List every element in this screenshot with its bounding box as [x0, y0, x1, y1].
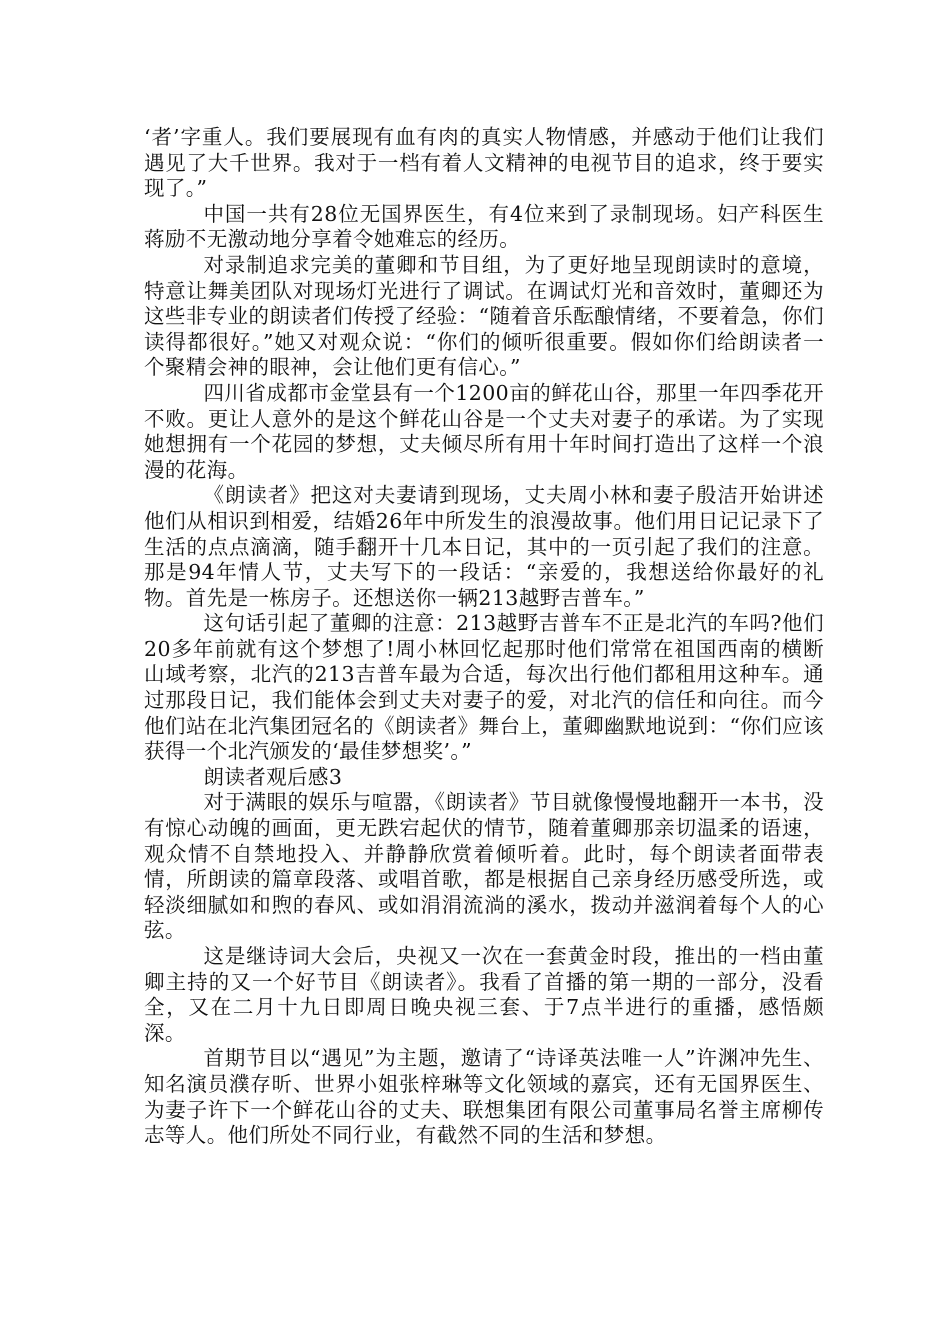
document-body [144, 125, 824, 1149]
paragraph-first-episode: 首期节目以“遇见”为主题，邀请了“诗译英法唯一人”许渊冲先生、知名演员濮存昕、世界小姐张梓琳等文化领域的嘉宾，还有无国界医生、为妻子许下一个鲜花山谷的丈夫、联想集团有限公司董事局名誉主席柳传志等人。他们所处不同行业，有截然不同的生活和梦想。 [144, 1046, 824, 1148]
paragraph-recording-setup: 对录制追求完美的董卿和节目组，为了更好地呈现朗读时的意境，特意让舞美团队对现场灯光进行了调试。在调试灯光和音效时，董卿还为这些非专业的朗读者们传授了经验：“随着音乐酝酿情绪，不要着急，你们读得都很好。”她又对观众说：“你们的倾听很重要。假如你们给朗读者一个聚精会神的眼神，会让他们更有信心。” [144, 252, 824, 380]
paragraph-flower-valley: 四川省成都市金堂县有一个1200亩的鲜花山谷，那里一年四季花开不败。更让人意外的是这个鲜花山谷是一个丈夫对妻子的承诺。为了实现她想拥有一个花园的梦想，丈夫倾尽所有用十年时间打造出了这样一个浪漫的花海。 [144, 380, 824, 482]
paragraph-couple-diary: 《朗读者》把这对夫妻请到现场，丈夫周小林和妻子殷洁开始讲述他们从相识到相爱，结婚26年中所发生的浪漫故事。他们用日记记录下了生活的点点滴滴，随手翻开十几本日记，其中的一页引起了我们的注意。那是94年情人节，丈夫写下的一段话：“亲爱的，我想送给你最好的礼物。首先是一栋房子。还想送你一辆213越野吉普车。” [144, 483, 824, 610]
section-heading: 朗读者观后感3 [203, 764, 343, 789]
paragraph-continuation: ‘者’字重人。我们要展现有血有肉的真实人物情感，并感动于他们让我们遇见了大千世界。我对于一档有着人文精神的电视节目的追求，终于要实现了。” [144, 125, 824, 201]
paragraph-jeep-dream: 这句话引起了董卿的注意：213越野吉普车不正是北汽的车吗?他们20多年前就有这个梦想了!周小林回忆起那时他们常常在祖国西南的横断山域考察，北汽的213吉普车最为合适，每次出行他们都租用这种车。通过那段日记，我们能体会到丈夫对妻子的爱，对北汽的信任和向往。而今他们站在北汽集团冠名的《朗读者》舞台上，董卿幽默地说到：“你们应该获得一个北汽颁发的‘最佳梦想奖’。” [144, 611, 824, 764]
paragraph-program-impression: 对于满眼的娱乐与喧嚣，《朗读者》节目就像慢慢地翻开一本书，没有惊心动魄的画面，更无跌宕起伏的情节，随着董卿那亲切温柔的语速，观众情不自禁地投入、并静静欣赏着倾听着。此时，每个朗读者面带表情，所朗读的篇章段落、或唱首歌，都是根据自己亲身经历感受所选，或轻淡细腻如和煦的春风、或如涓涓流淌的溪水，拨动并滋润着每个人的心弦。 [144, 790, 824, 943]
paragraph-broadcast: 这是继诗词大会后，央视又一次在一套黄金时段，推出的一档由董卿主持的又一个好节目《朗读者》。我看了首播的第一期的一部分，没看全，又在二月十九日即周日晚央视三套、于7点半进行的重播，感悟颇深。 [144, 944, 824, 1045]
paragraph-doctors: 中国一共有28位无国界医生，有4位来到了录制现场。妇产科医生蒋励不无激动地分享着令她难忘的经历。 [144, 201, 824, 252]
